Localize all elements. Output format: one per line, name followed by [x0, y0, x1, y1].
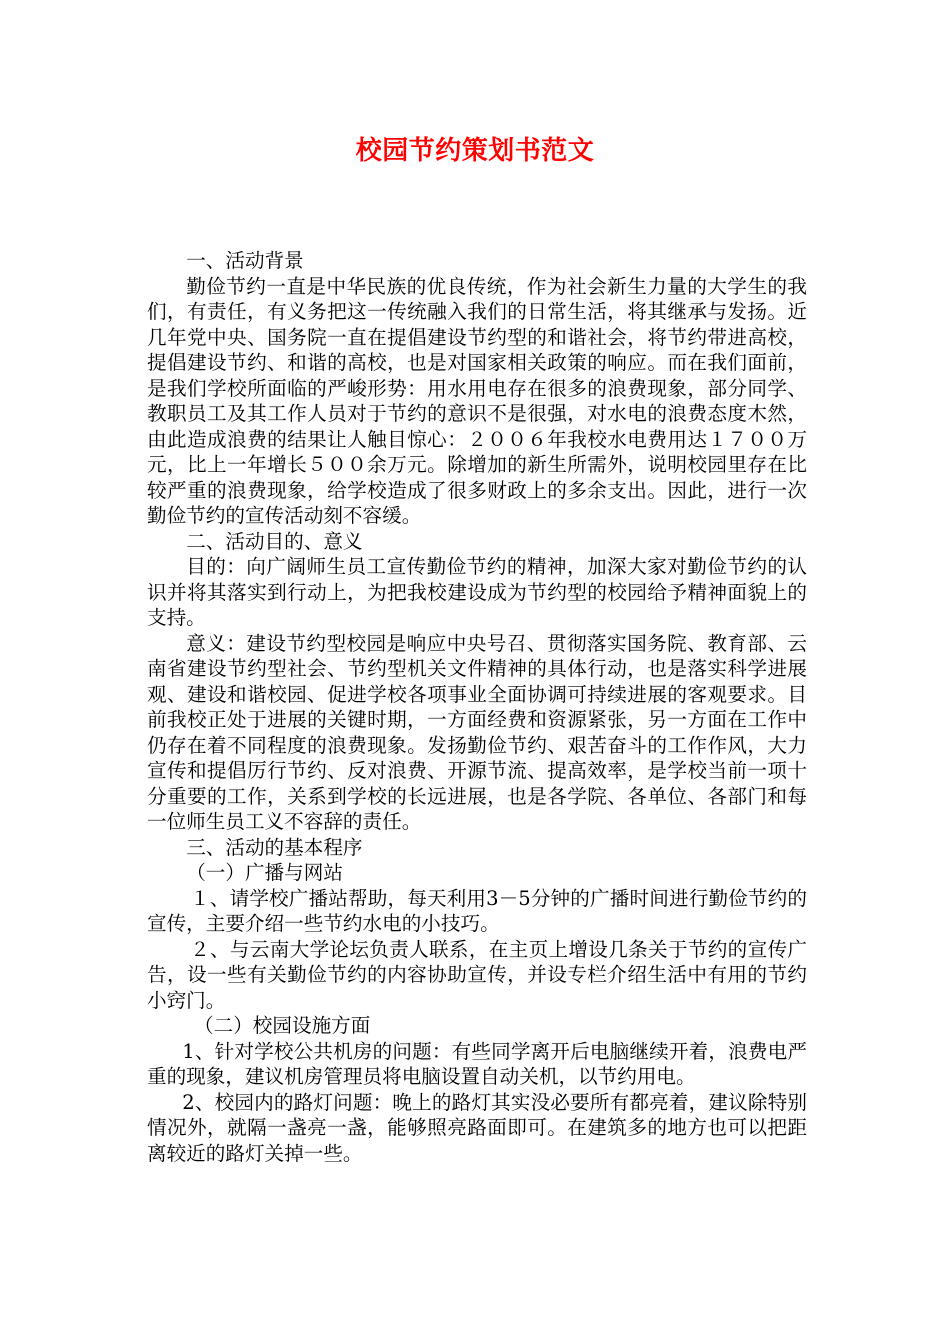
body-paragraph: 目的：向广阔师生员工宣传勤俭节约的精神，加深大家对勤俭节约的认识并将其落实到行动上，为把我校建设成为节约型的校园给予精神面貌上的支持。: [147, 555, 807, 629]
subsection-heading: （二）校园设施方面: [194, 1014, 371, 1037]
document-body: [147, 248, 807, 1166]
list-item: 1、针对学校公共机房的问题：有些同学离开后电脑继续开着，浪费电严重的现象，建议机房管理员将电脑设置自动关机，以节约用电。: [147, 1039, 807, 1088]
list-item: ２、与云南大学论坛负责人联系，在主页上增设几条关于节约的宣传广告，设一些有关勤俭节约的内容协助宣传，并设专栏介绍生活中有用的节约小窍门。: [147, 937, 807, 1012]
section-heading: 三、活动的基本程序: [186, 835, 363, 859]
body-paragraph: 意义：建设节约型校园是响应中央号召、贯彻落实国务院、教育部、云南省建设节约型社会、节约型机关文件精神的具体行动，也是落实科学进展观、建设和谐校园、促进学校各项事业全面协调可持续进展的客观要求。目前我校正处于进展的关键时期，一方面经费和资源紧张，另一方面在工作中仍存在着不同程度的浪费现象。发扬勤俭节约、艰苦奋斗的工作作风，大力宣传和提倡厉行节约、反对浪费、开源节流、提高效率，是学校当前一项十分重要的工作，关系到学校的长远进展，也是各学院、各单位、各部门和每一位师生员工义不容辞的责任。: [147, 631, 807, 833]
body-paragraph: 勤俭节约一直是中华民族的优良传统，作为社会新生力量的大学生的我们，有责任，有义务把这一传统融入我们的日常生活，将其继承与发扬。近几年党中央、国务院一直在提倡建设节约型的和谐社会，将节约带进高校，提倡建设节约、和谐的高校，也是对国家相关政策的响应。而在我们面前，是我们学校所面临的严峻形势：用水用电存在很多的浪费现象，部分同学、教职员工及其工作人员对于节约的意识不是很强，对水电的浪费态度木然，由此造成浪费的结果让人触目惊心：２００６年我校水电费用达１７００万元，比上一年增长５００余万元。除增加的新生所需外，说明校园里存在比较严重的浪费现象，给学校造成了很多财政上的多余支出。因此，进行一次勤俭节约的宣传活动刻不容缓。: [147, 274, 807, 527]
document-title: 校园节约策划书范文: [355, 136, 595, 166]
section-heading: 一、活动背景: [186, 249, 304, 272]
section-heading: 二、活动目的、意义: [186, 529, 363, 553]
subsection-heading: （一）广播与网站: [186, 861, 343, 884]
list-item: １、请学校广播站帮助，每天利用3－5分钟的广播时间进行勤俭节约的宣传，主要介绍一些节约水电的小技巧。: [147, 886, 807, 935]
list-item: 2、校园内的路灯问题：晚上的路灯其实没必要所有都亮着，建议除特别情况外，就隔一盏亮一盏，能够照亮路面即可。在建筑多的地方也可以把距离较近的路灯关掉一些。: [147, 1090, 807, 1165]
